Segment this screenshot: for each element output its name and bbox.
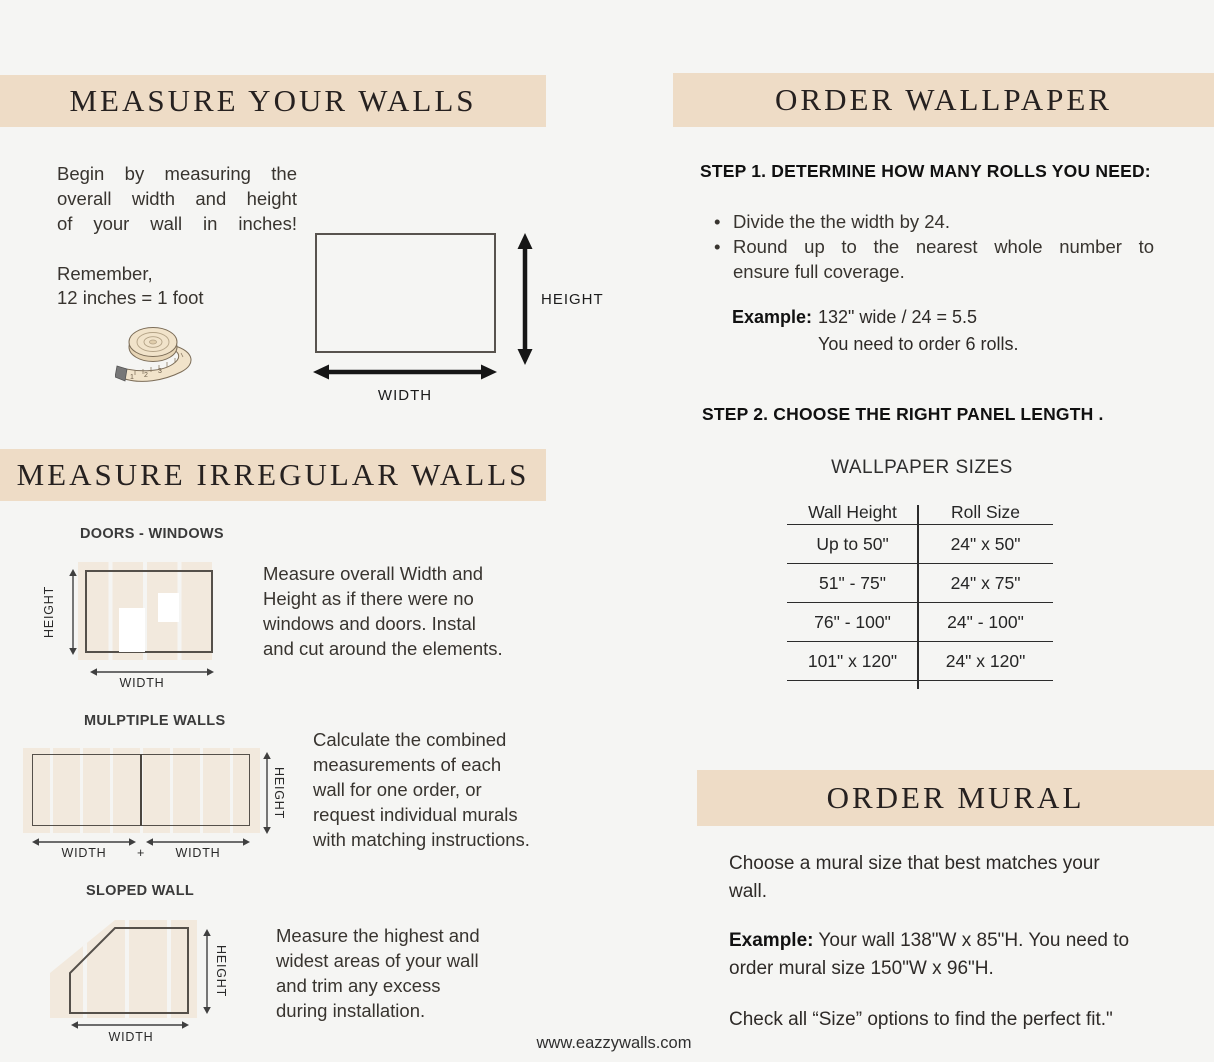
text-line: order mural size 150"W x 96"H. bbox=[729, 958, 994, 979]
table-header-row bbox=[787, 501, 1053, 524]
table-cell: 24" - 100" bbox=[947, 611, 1024, 632]
width-label: WIDTH bbox=[119, 676, 165, 690]
example-text-part: Your wall 138"W x 85"H. You need to bbox=[818, 930, 1130, 951]
width-label: WIDTH bbox=[377, 387, 433, 404]
height-arrow-thin-icon bbox=[67, 569, 79, 655]
table-row bbox=[787, 563, 1053, 602]
text-line: Measure overall Width and bbox=[263, 563, 484, 584]
example-result: You need to order 6 rolls. bbox=[818, 334, 1019, 354]
plus-label: + bbox=[136, 846, 146, 860]
doors-windows-heading: DOORS - WINDOWS bbox=[80, 526, 224, 542]
bullet-dot: • bbox=[714, 211, 721, 232]
step1-bullets bbox=[714, 209, 1154, 284]
text-line: and trim any excess bbox=[276, 975, 441, 996]
multiple-walls-heading: MULPTIPLE WALLS bbox=[84, 713, 226, 729]
text-line: Calculate the combined bbox=[313, 729, 507, 750]
width-label: WIDTH bbox=[175, 846, 221, 860]
text-line: Round up to the nearest whole number to bbox=[733, 236, 1154, 257]
multiple-walls-text bbox=[313, 727, 530, 852]
text-line: Height as if there were no bbox=[263, 588, 474, 609]
doors-windows-text bbox=[263, 561, 503, 661]
wall-divider-line bbox=[140, 754, 142, 826]
svg-text:1: 1 bbox=[130, 374, 134, 381]
sloped-wall-diagram bbox=[40, 915, 215, 1035]
text-line: with matching instructions. bbox=[313, 829, 530, 850]
doors-windows-wall bbox=[85, 570, 213, 653]
table-row bbox=[787, 641, 1053, 681]
wallpaper-sizes-table bbox=[787, 501, 1053, 681]
step2-heading: STEP 2. CHOOSE THE RIGHT PANEL LENGTH . bbox=[702, 404, 1104, 424]
mural-example bbox=[729, 927, 1189, 983]
intro-line: Begin by measuring the bbox=[57, 163, 297, 184]
text-line: wall. bbox=[729, 881, 768, 902]
table-row bbox=[787, 602, 1053, 641]
height-label: HEIGHT bbox=[214, 944, 228, 998]
table-cell: 24" x 75" bbox=[950, 572, 1021, 593]
text-line bbox=[729, 927, 1189, 955]
example-label: Example: bbox=[729, 930, 814, 951]
order-wallpaper-title: ORDER WALLPAPER bbox=[775, 82, 1112, 117]
text-line: widest areas of your wall bbox=[276, 950, 479, 971]
sloped-wall-text bbox=[276, 923, 480, 1023]
table-cell: Up to 50" bbox=[816, 533, 889, 554]
height-label: HEIGHT bbox=[541, 291, 604, 308]
measuring-tape-icon bbox=[115, 322, 210, 398]
door-shape bbox=[119, 608, 145, 652]
table-row bbox=[787, 524, 1053, 563]
sloped-wall-heading: SLOPED WALL bbox=[86, 883, 195, 899]
table-cell: 101" x 120" bbox=[807, 650, 898, 671]
bullet-item bbox=[714, 234, 1154, 284]
step1-heading: STEP 1. DETERMINE HOW MANY ROLLS YOU NEED: bbox=[700, 161, 1151, 181]
text-line: measurements of each bbox=[313, 754, 502, 775]
mural-paragraph-1 bbox=[729, 850, 1169, 906]
text-line: and cut around the elements. bbox=[263, 638, 503, 659]
window-shape bbox=[158, 593, 179, 622]
remember-note bbox=[57, 262, 204, 310]
table-title: WALLPAPER SIZES bbox=[831, 457, 1013, 478]
table-cell: 51" - 75" bbox=[819, 572, 886, 593]
table-cell: 24" x 50" bbox=[950, 533, 1021, 554]
height-label: HEIGHT bbox=[272, 766, 286, 820]
text-line: during installation. bbox=[276, 1000, 426, 1021]
text-line: Choose a mural size that best matches your bbox=[729, 853, 1100, 874]
text-line: windows and doors. Instal bbox=[263, 613, 476, 634]
width-label: WIDTH bbox=[108, 1030, 154, 1044]
column-header: Roll Size bbox=[950, 502, 1021, 522]
measure-walls-title: MEASURE YOUR WALLS bbox=[69, 83, 477, 118]
text-line: ensure full coverage. bbox=[733, 261, 905, 282]
text-line: request individual murals bbox=[313, 804, 518, 825]
bullet-item bbox=[714, 209, 1154, 234]
example-calculation: 132" wide / 24 = 5.5 bbox=[818, 307, 978, 327]
bullet-text: Divide the the width by 24. bbox=[733, 211, 950, 232]
column-header: Wall Height bbox=[808, 502, 897, 522]
svg-text:3: 3 bbox=[158, 368, 162, 375]
intro-paragraph bbox=[57, 161, 297, 236]
order-wallpaper-banner bbox=[673, 73, 1214, 127]
intro-line: overall width and height bbox=[57, 188, 297, 209]
text-line: wall for one order, or bbox=[313, 779, 482, 800]
example-label: Example: bbox=[732, 307, 813, 327]
mural-paragraph-3: Check all “Size” options to find the perfect fit." bbox=[729, 1009, 1113, 1030]
text-line: Measure the highest and bbox=[276, 925, 480, 946]
wall-diagram-rectangle bbox=[315, 233, 496, 353]
width-label: WIDTH bbox=[61, 846, 107, 860]
intro-line: of your wall in inches! bbox=[57, 213, 297, 234]
height-label: HEIGHT bbox=[42, 585, 56, 639]
remember-line2: 12 inches = 1 foot bbox=[57, 287, 204, 308]
table-cell: 76" - 100" bbox=[814, 611, 891, 632]
measure-irregular-banner bbox=[0, 449, 546, 501]
order-mural-title: ORDER MURAL bbox=[826, 780, 1085, 815]
table-cell: 24" x 120" bbox=[945, 650, 1026, 671]
svg-text:2: 2 bbox=[144, 372, 148, 379]
measure-irregular-title: MEASURE IRREGULAR WALLS bbox=[16, 457, 530, 492]
order-mural-banner bbox=[697, 770, 1214, 826]
bullet-dot: • bbox=[714, 236, 721, 257]
remember-line1: Remember, bbox=[57, 263, 153, 284]
table-column-divider bbox=[917, 505, 919, 689]
bullet-text bbox=[733, 234, 1154, 284]
height-arrow-icon bbox=[516, 232, 534, 366]
measure-walls-banner bbox=[0, 75, 546, 127]
width-arrow-icon bbox=[312, 363, 498, 381]
website-url: www.eazzywalls.com bbox=[536, 1034, 692, 1052]
